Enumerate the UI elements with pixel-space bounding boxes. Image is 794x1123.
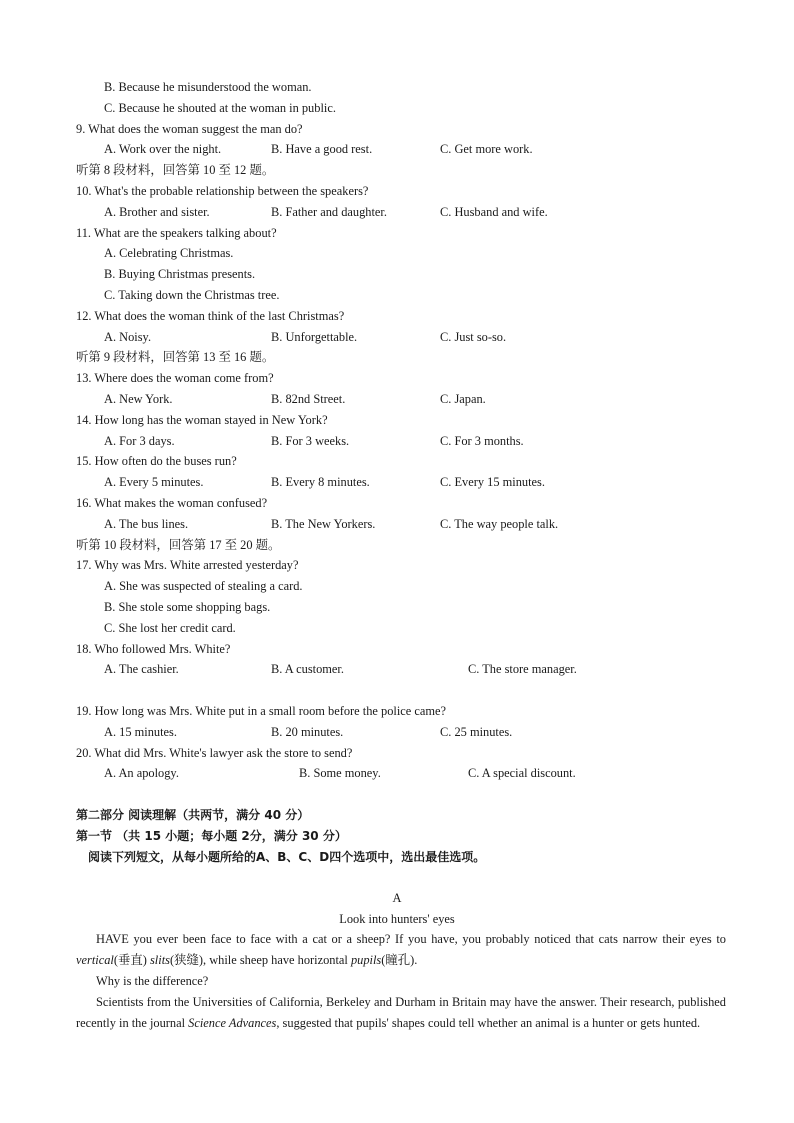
- passage-paragraph-3: Scientists from the Universities of California, Berkeley and Durham in Britain may have the answer. Their research, published recently in the journal Science Advances, suggested that pupils' shapes could tell whether an animal is a hunter or gets hunted.: [76, 995, 726, 1030]
- q12-option-c: C. Just so-so.: [440, 330, 507, 344]
- q12-option-a: A. Noisy.: [104, 330, 152, 344]
- passage-paragraph-1: HAVE you ever been face to face with a cat or a sheep? If you have, you probably noticed that cats narrow their eyes to vertical(垂直) slits(狭缝), while sheep have horizontal pupils(瞳孔).: [76, 932, 726, 967]
- q13-stem: 13. Where does the woman come from?: [76, 371, 274, 385]
- q14-option-a: A. For 3 days.: [104, 434, 175, 448]
- section-9-heading: 听第 9 段材料，回答第 13 至 16 题。: [76, 350, 275, 364]
- q9-option-b: B. Have a good rest.: [271, 142, 373, 156]
- q16-option-c: C. The way people talk.: [440, 517, 559, 531]
- part-2-section-1-heading: 第一节 （共 15 小题；每小题 2分，满分 30 分）: [76, 829, 347, 843]
- q15-option-c: C. Every 15 minutes.: [440, 475, 545, 489]
- q14-option-c: C. For 3 months.: [440, 434, 524, 448]
- q20-option-b: B. Some money.: [299, 766, 381, 780]
- q15-option-a: A. Every 5 minutes.: [104, 475, 204, 489]
- q10-option-b: B. Father and daughter.: [271, 205, 387, 219]
- section-10-heading: 听第 10 段材料，回答第 17 至 20 题。: [76, 538, 281, 552]
- q10-option-a: A. Brother and sister.: [104, 205, 210, 219]
- q20-option-c: C. A special discount.: [468, 766, 576, 780]
- q18-stem: 18. Who followed Mrs. White?: [76, 642, 231, 656]
- passage-paragraph-2: Why is the difference?: [96, 974, 209, 988]
- section-8-heading: 听第 8 段材料，回答第 10 至 12 题。: [76, 163, 275, 177]
- passage-title: Look into hunters' eyes: [339, 912, 455, 926]
- q10-option-c: C. Husband and wife.: [440, 205, 548, 219]
- term-slits: slits: [149, 953, 170, 967]
- q16-option-b: B. The New Yorkers.: [271, 517, 376, 531]
- q14-option-b: B. For 3 weeks.: [271, 434, 350, 448]
- q20-stem: 20. What did Mrs. White's lawyer ask the store to send?: [76, 746, 353, 760]
- passage-letter: A: [392, 891, 402, 905]
- q15-option-b: B. Every 8 minutes.: [271, 475, 370, 489]
- q19-option-b: B. 20 minutes.: [271, 725, 344, 739]
- q16-option-a: A. The bus lines.: [104, 517, 189, 531]
- q12-option-b: B. Unforgettable.: [271, 330, 358, 344]
- term-vertical: vertical: [76, 953, 114, 967]
- q8-option-c: C. Because he shouted at the woman in public.: [104, 101, 336, 115]
- part-2-heading: 第二部分 阅读理解（共两节，满分 40 分）: [76, 808, 310, 822]
- q17-stem: 17. Why was Mrs. White arrested yesterday?: [76, 558, 299, 572]
- q11-option-c: C. Taking down the Christmas tree.: [104, 288, 280, 302]
- q9-option-c: C. Get more work.: [440, 142, 533, 156]
- term-pupils: pupils: [350, 953, 382, 967]
- q15-stem: 15. How often do the buses run?: [76, 454, 237, 468]
- q16-stem: 16. What makes the woman confused?: [76, 496, 268, 510]
- q9-stem: 9. What does the woman suggest the man do?: [76, 122, 303, 136]
- journal-name: Science Advances: [188, 1016, 277, 1030]
- q17-option-b: B. She stole some shopping bags.: [104, 600, 271, 614]
- q11-stem: 11. What are the speakers talking about?: [76, 226, 277, 240]
- q9-option-a: A. Work over the night.: [104, 142, 222, 156]
- q19-stem: 19. How long was Mrs. White put in a small room before the police came?: [76, 704, 447, 718]
- q19-option-c: C. 25 minutes.: [440, 725, 513, 739]
- part-2-instruction: 阅读下列短文，从每小题所给的A、B、C、D四个选项中，选出最佳选项。: [88, 850, 486, 864]
- q17-option-a: A. She was suspected of stealing a card.: [104, 579, 303, 593]
- q18-option-b: B. A customer.: [271, 662, 344, 676]
- q12-stem: 12. What does the woman think of the last Christmas?: [76, 309, 345, 323]
- q19-option-a: A. 15 minutes.: [104, 725, 177, 739]
- q20-option-a: A. An apology.: [104, 766, 179, 780]
- q13-option-a: A. New York.: [104, 392, 173, 406]
- q13-option-b: B. 82nd Street.: [271, 392, 346, 406]
- q18-option-c: C. The store manager.: [468, 662, 577, 676]
- q10-stem: 10. What's the probable relationship between the speakers?: [76, 184, 369, 198]
- q11-option-b: B. Buying Christmas presents.: [104, 267, 256, 281]
- q13-option-c: C. Japan.: [440, 392, 486, 406]
- q18-option-a: A. The cashier.: [104, 662, 179, 676]
- q17-option-c: C. She lost her credit card.: [104, 621, 236, 635]
- q8-option-b: B. Because he misunderstood the woman.: [104, 80, 312, 94]
- q11-option-a: A. Celebrating Christmas.: [104, 246, 234, 260]
- q14-stem: 14. How long has the woman stayed in New York?: [76, 413, 328, 427]
